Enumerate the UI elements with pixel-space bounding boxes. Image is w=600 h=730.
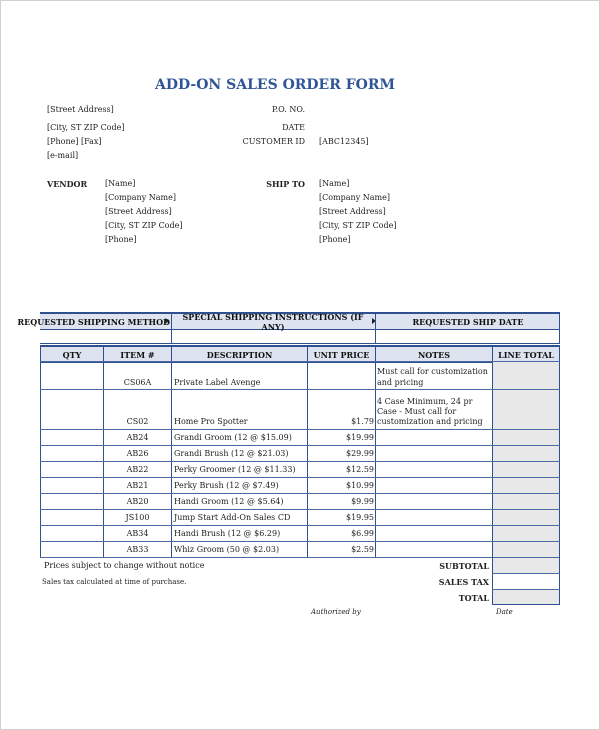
row-notes-line[interactable]: 4 Case Minimum, 24 pr	[377, 397, 473, 406]
row-description[interactable]: Jump Start Add-On Sales CD	[174, 513, 291, 522]
row-description[interactable]: Home Pro Spotter	[174, 417, 248, 426]
shipping-method-input[interactable]	[41, 328, 170, 342]
totals-right-edge	[559, 557, 560, 605]
subtotal-label: SUBTOTAL	[439, 561, 489, 571]
row-line	[40, 557, 560, 558]
row-line	[40, 477, 560, 478]
row-line	[40, 461, 560, 462]
company-city[interactable]: [City, ST ZIP Code]	[47, 123, 125, 132]
row-item-number[interactable]: AB21	[126, 481, 149, 490]
row-item-number[interactable]: AB26	[126, 449, 149, 458]
row-unit-price[interactable]: $12.59	[346, 465, 374, 474]
totals-line	[492, 573, 560, 574]
row-unit-price[interactable]: $1.79	[351, 417, 374, 426]
vendor-street[interactable]: [Street Address]	[105, 207, 172, 216]
totals-left-edge	[492, 557, 493, 605]
vendor-city[interactable]: [City, ST ZIP Code]	[105, 221, 183, 230]
totals-bottom	[492, 604, 560, 605]
row-line	[40, 541, 560, 542]
prices-note: Prices subject to change without notice	[44, 561, 205, 570]
ship-date-header: REQUESTED SHIP DATE	[412, 317, 524, 327]
ship-to-label: SHIP TO	[266, 179, 305, 189]
row-description[interactable]: Whiz Groom (50 @ $2.03)	[174, 545, 280, 554]
row-description[interactable]: Grandi Brush (12 @ $21.03)	[174, 449, 289, 458]
signature-date-label: Date	[496, 608, 513, 616]
row-item-number[interactable]: CS02	[126, 417, 149, 426]
shipping-row-bottom	[40, 343, 560, 344]
ship-to-name[interactable]: [Name]	[319, 179, 350, 188]
row-item-number[interactable]: AB24	[126, 433, 149, 442]
sales-tax-input[interactable]	[493, 574, 559, 589]
row-unit-price[interactable]: $2.59	[351, 545, 374, 554]
row-unit-price[interactable]: $6.99	[351, 529, 374, 538]
shipping-method-dropdown-icon[interactable]	[165, 318, 169, 324]
line-total-header: LINE TOTAL	[498, 350, 554, 360]
customer-id-label: CUSTOMER ID	[242, 137, 305, 146]
row-description[interactable]: Perky Groomer (12 @ $11.33)	[174, 465, 296, 474]
totals-line	[492, 589, 560, 590]
special-instructions-input[interactable]	[172, 328, 374, 342]
customer-id-value[interactable]: [ABC12345]	[319, 137, 369, 146]
special-instructions-header: SPECIAL SHIPPING INSTRUCTIONS (IF ANY)	[182, 312, 364, 332]
row-line	[40, 445, 560, 446]
ship-to-phone[interactable]: [Phone]	[319, 235, 351, 244]
row-item-number[interactable]: AB33	[126, 545, 149, 554]
row-description[interactable]: Handi Groom (12 @ $5.64)	[174, 497, 284, 506]
unit-price-header: UNIT PRICE	[313, 350, 370, 360]
authorized-by-label: Authorized by	[311, 608, 361, 616]
description-header: DESCRIPTION	[206, 350, 273, 360]
company-street[interactable]: [Street Address]	[47, 105, 114, 114]
row-description[interactable]: Handi Brush (12 @ $6.29)	[174, 529, 281, 538]
row-line	[40, 429, 560, 430]
line-total-column-fill	[493, 362, 559, 557]
qty-header: QTY	[62, 350, 82, 360]
row-unit-price[interactable]: $10.99	[346, 481, 374, 490]
row-line	[40, 509, 560, 510]
row-item-number[interactable]: AB34	[126, 529, 149, 538]
sales-tax-label: SALES TAX	[438, 577, 489, 587]
page-title: ADD-ON SALES ORDER FORM	[155, 77, 395, 93]
vendor-phone[interactable]: [Phone]	[105, 235, 137, 244]
row-item-number[interactable]: AB22	[126, 465, 149, 474]
date-label: DATE	[282, 123, 305, 132]
row-notes-line[interactable]: customization and pricing	[377, 417, 483, 426]
shipping-method-header: REQUESTED SHIPPING METHOD	[17, 317, 170, 327]
ship-to-street[interactable]: [Street Address]	[319, 207, 386, 216]
row-description[interactable]: Private Label Avenge	[174, 378, 261, 387]
row-line	[40, 389, 560, 390]
company-phone-fax[interactable]: [Phone] [Fax]	[47, 137, 102, 146]
row-description[interactable]: Grandi Groom (12 @ $15.09)	[174, 433, 292, 442]
shipping-right-edge	[559, 312, 560, 343]
vendor-company[interactable]: [Company Name]	[105, 193, 176, 202]
ship-to-company[interactable]: [Company Name]	[319, 193, 390, 202]
company-email[interactable]: [e-mail]	[47, 151, 79, 160]
sales-tax-note: Sales tax calculated at time of purchase.	[42, 578, 187, 586]
row-line	[40, 493, 560, 494]
po-number-label: P.O. NO.	[271, 105, 305, 114]
row-unit-price[interactable]: $9.99	[351, 497, 374, 506]
vendor-label: VENDOR	[47, 179, 88, 189]
row-item-number[interactable]: JS100	[125, 513, 150, 522]
row-unit-price[interactable]: $19.95	[346, 513, 374, 522]
row-notes-line[interactable]: Must call for customization	[377, 367, 488, 376]
ship-to-city[interactable]: [City, ST ZIP Code]	[319, 221, 397, 230]
row-item-number[interactable]: AB20	[126, 497, 149, 506]
row-item-number[interactable]: CS06A	[123, 378, 152, 387]
row-notes-line[interactable]: and pricing	[377, 378, 424, 387]
row-line	[40, 525, 560, 526]
total-label: TOTAL	[458, 593, 489, 603]
row-unit-price[interactable]: $19.99	[346, 433, 374, 442]
row-description[interactable]: Perky Brush (12 @ $7.49)	[174, 481, 279, 490]
total-value[interactable]	[493, 590, 559, 604]
vendor-name[interactable]: [Name]	[105, 179, 136, 188]
notes-header: NOTES	[417, 350, 451, 360]
row-notes-line[interactable]: Case - Must call for	[377, 407, 457, 416]
ship-date-input[interactable]	[376, 328, 559, 342]
row-unit-price[interactable]: $29.99	[346, 449, 374, 458]
subtotal-value[interactable]	[493, 558, 559, 573]
row-line	[40, 361, 560, 362]
item-number-header: ITEM #	[120, 350, 155, 360]
